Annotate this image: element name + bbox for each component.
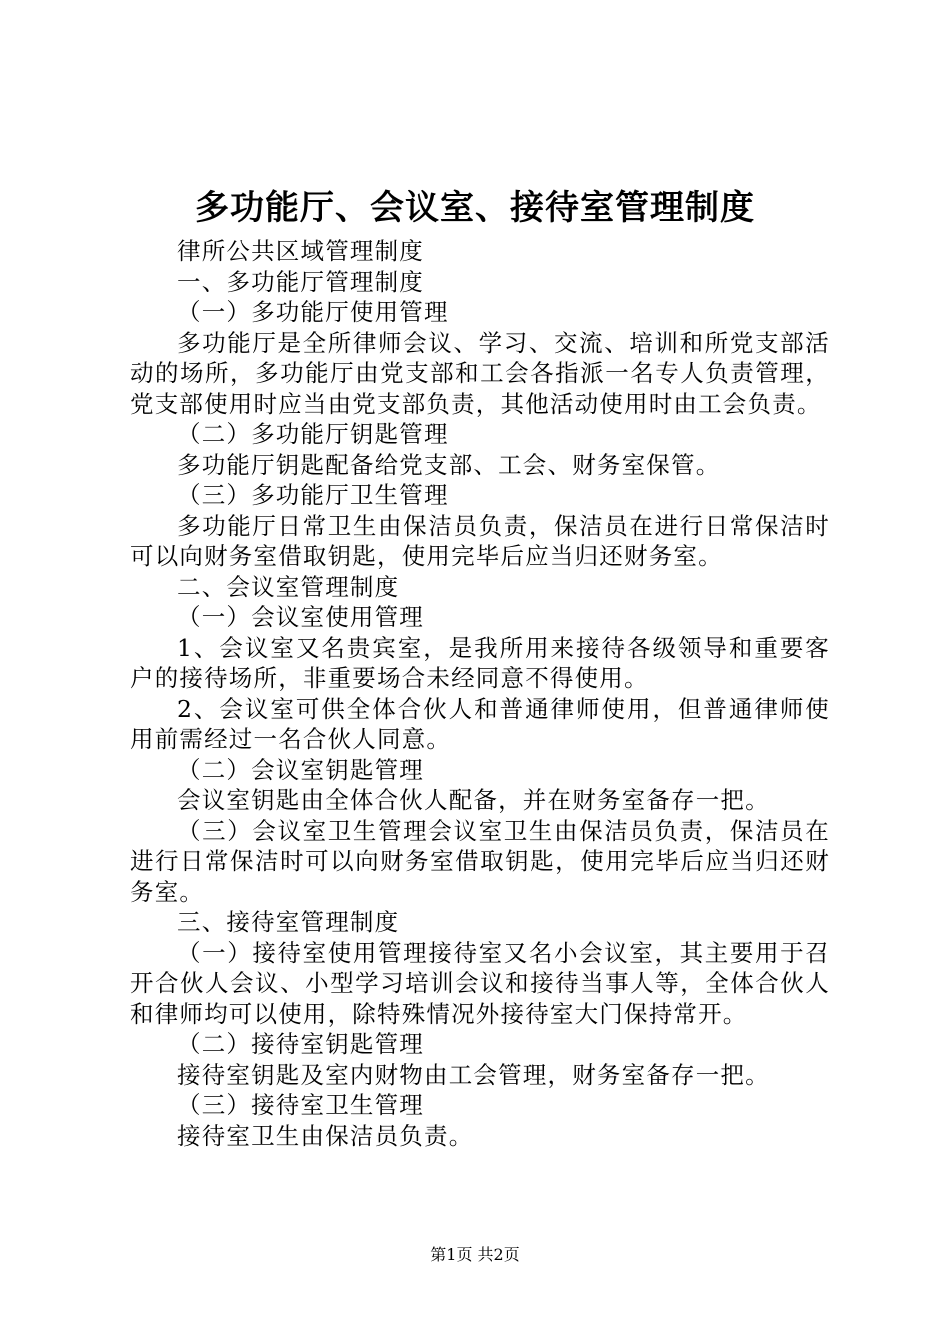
paragraph: 多功能厅是全所律师会议、学习、交流、培训和所党支部活动的场所，多功能厅由党支部和工会各指派一名专人负责管理，党支部使用时应当由党支部负责，其他活动使用时由工会负责。 — [130, 328, 830, 418]
paragraph: 多功能厅钥匙配备给党支部、工会、财务室保管。 — [177, 450, 721, 479]
document-title: 多功能厅、会议室、接待室管理制度 — [195, 188, 755, 228]
section-heading-2: 二、会议室管理制度 — [177, 572, 400, 601]
paragraph: （三）会议室卫生管理会议室卫生由保洁员负责，保洁员在进行日常保洁时可以向财务室借取钥匙，使用完毕后应当归还财务室。 — [130, 816, 830, 906]
subsection-heading: （二）接待室钥匙管理 — [177, 1030, 424, 1058]
subsection-heading: （二）多功能厅钥匙管理 — [177, 420, 449, 448]
paragraph: 1、会议室又名贵宾室，是我所用来接待各级领导和重要客户的接待场所，非重要场合未经同意不得使用。 — [130, 633, 830, 692]
paragraph-heading: 律所公共区域管理制度 — [177, 237, 424, 265]
subsection-heading: （二）会议室钥匙管理 — [177, 755, 424, 784]
paragraph: 多功能厅日常卫生由保洁员负责，保洁员在进行日常保洁时可以向财务室借取钥匙，使用完毕后应当归还财务室。 — [130, 511, 830, 570]
subsection-heading: （一）会议室使用管理 — [177, 603, 424, 631]
section-heading-1: 一、多功能厅管理制度 — [177, 267, 424, 296]
paragraph: 会议室钥匙由全体合伙人配备，并在财务室备存一把。 — [177, 786, 770, 814]
document-body — [130, 236, 830, 1151]
subsection-heading: （三）多功能厅卫生管理 — [177, 481, 449, 509]
subsection-heading: （三）接待室卫生管理 — [177, 1091, 424, 1119]
section-heading-3: 三、接待室管理制度 — [177, 908, 400, 936]
paragraph: 接待室钥匙及室内财物由工会管理，财务室备存一把。 — [177, 1060, 770, 1089]
paragraph: （一）接待室使用管理接待室又名小会议室，其主要用于召开合伙人会议、小型学习培训会议和接待当事人等，全体合伙人和律师均可以使用，除特殊情况外接待室大门保持常开。 — [130, 938, 830, 1028]
subsection-heading: （一）多功能厅使用管理 — [177, 298, 449, 326]
page-footer: 第1页 共2页 — [430, 1245, 520, 1264]
paragraph: 2、会议室可供全体合伙人和普通律师使用，但普通律师使用前需经过一名合伙人同意。 — [130, 694, 830, 753]
paragraph: 接待室卫生由保洁员负责。 — [177, 1121, 474, 1150]
